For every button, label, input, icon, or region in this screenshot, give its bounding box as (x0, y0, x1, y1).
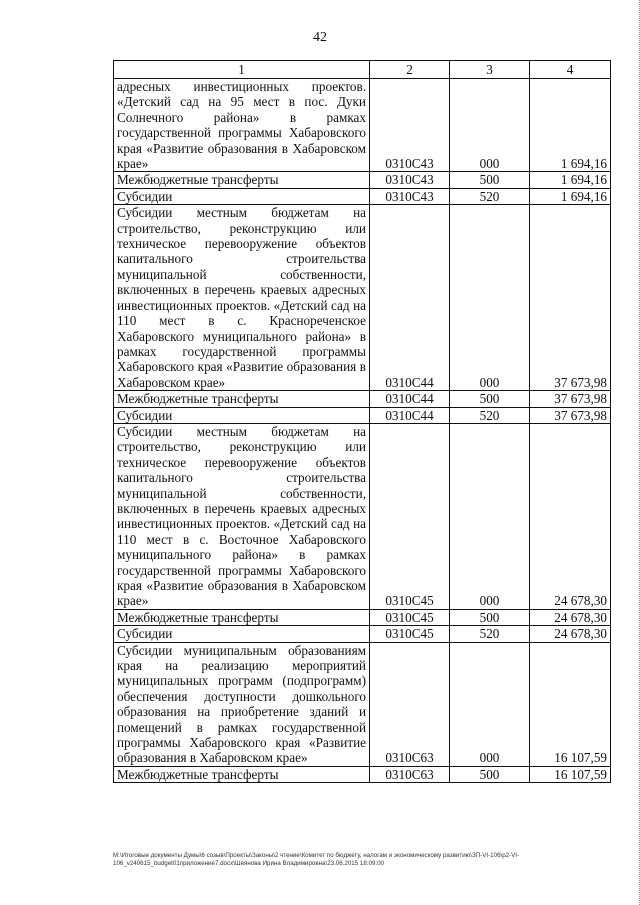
file-path-footer (113, 852, 613, 868)
column-header: 1 (114, 61, 370, 79)
amount: 24 678,30 (530, 423, 611, 609)
row-description: Субсидии (114, 407, 370, 423)
scan-edge (635, 0, 640, 905)
amount: 1 694,16 (530, 79, 611, 172)
expense-type: 520 (450, 626, 530, 642)
table-row (114, 609, 611, 625)
amount: 24 678,30 (530, 609, 611, 625)
table-row (114, 188, 611, 204)
table-row (114, 205, 611, 391)
target-code: 0310С44 (370, 407, 450, 423)
target-code: 0310С43 (370, 79, 450, 172)
expense-type: 500 (450, 609, 530, 625)
column-header: 2 (370, 61, 450, 79)
footer-line: M:\Итоговые документы Думы\6 созыв\Проекты\Законы\2 чтение\Комитет по бюджету, налогам и экономическому развитию\ЗП-VI-106\р2-VI- (113, 852, 520, 859)
table-row (114, 766, 611, 782)
amount: 37 673,98 (530, 391, 611, 407)
row-description: адресных инвестиционных проектов. «Детский сад на 95 мест в пос. Дуки Солнечного района» в рамках государственной программы Хабаровского края «Развитие образования в Хабаровском крае» (114, 79, 370, 172)
row-description: Межбюджетные трансферты (114, 766, 370, 782)
target-code: 0310С45 (370, 609, 450, 625)
row-description: Субсидии местным бюджетам на строительство, реконструкцию или техническое перевооружение объектов капитального строительства муниципальной собственности, включенных в перечень краевых адресных инвестиционных проектов. «Детский сад на 110 мест в с. Краснореченское Хабаровского муниципального района» в рамках государственной программы Хабаровского края «Развитие образования в Хабаровском крае» (114, 205, 370, 391)
target-code: 0310С44 (370, 205, 450, 391)
amount: 16 107,59 (530, 642, 611, 766)
expense-type: 000 (450, 79, 530, 172)
expense-type: 500 (450, 391, 530, 407)
expense-type: 000 (450, 423, 530, 609)
budget-table (113, 60, 611, 783)
amount: 1 694,16 (530, 172, 611, 188)
amount: 1 694,16 (530, 188, 611, 204)
target-code: 0310С63 (370, 642, 450, 766)
table-row (114, 407, 611, 423)
expense-type: 500 (450, 172, 530, 188)
row-description: Межбюджетные трансферты (114, 172, 370, 188)
expense-type: 520 (450, 407, 530, 423)
expense-type: 000 (450, 205, 530, 391)
row-description: Субсидии (114, 188, 370, 204)
table-row (114, 79, 611, 172)
row-description: Межбюджетные трансферты (114, 609, 370, 625)
expense-type: 000 (450, 642, 530, 766)
target-code: 0310С63 (370, 766, 450, 782)
target-code: 0310С43 (370, 172, 450, 188)
table-header-row (114, 61, 611, 79)
target-code: 0310С45 (370, 626, 450, 642)
target-code: 0310С43 (370, 188, 450, 204)
column-header: 4 (530, 61, 611, 79)
table-row (114, 626, 611, 642)
footer-line: 106_v240615_budget01приложение7.docx\Шеянова Ирина Владимировна\23.06.2015 18:09:00 (113, 860, 384, 867)
row-description: Субсидии местным бюджетам на строительство, реконструкцию или техническое перевооружение объектов капитального строительства муниципальной собственности, включенных в перечень краевых адресных инвестиционных проектов. «Детский сад на 110 мест в с. Восточное Хабаровского муниципального района» в рамках государственной программы Хабаровского края «Развитие образования в Хабаровском крае» (114, 423, 370, 609)
table-row (114, 391, 611, 407)
target-code: 0310С45 (370, 423, 450, 609)
row-description: Межбюджетные трансферты (114, 391, 370, 407)
row-description: Субсидии муниципальным образованиям края на реализацию мероприятий муниципальных программ (подпрограмм) обеспечения доступности дошкольного образования на приобретение зданий и помещений в рамках государственной программы Хабаровского края «Развитие образования в Хабаровском крае» (114, 642, 370, 766)
target-code: 0310С44 (370, 391, 450, 407)
amount: 16 107,59 (530, 766, 611, 782)
expense-type: 520 (450, 188, 530, 204)
table-row (114, 172, 611, 188)
expense-type: 500 (450, 766, 530, 782)
amount: 24 678,30 (530, 626, 611, 642)
column-header: 3 (450, 61, 530, 79)
row-description: Субсидии (114, 626, 370, 642)
table-row (114, 642, 611, 766)
table-row (114, 423, 611, 609)
page-number: 42 (313, 30, 327, 45)
amount: 37 673,98 (530, 407, 611, 423)
amount: 37 673,98 (530, 205, 611, 391)
